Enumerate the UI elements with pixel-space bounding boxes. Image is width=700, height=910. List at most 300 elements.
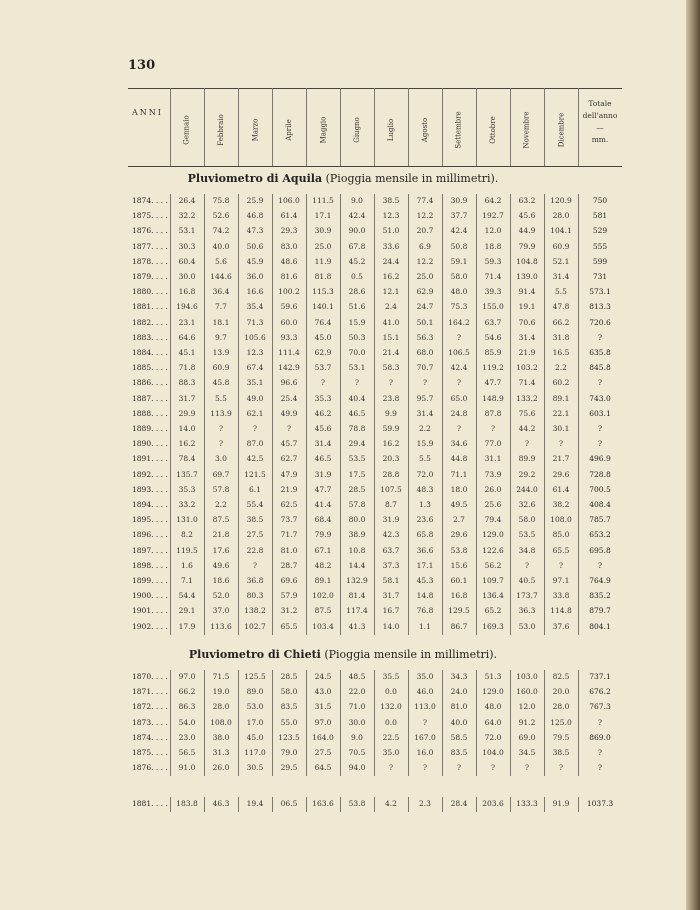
month-value-cell: 129.5 (448, 606, 470, 616)
table-row (0, 300, 686, 314)
month-value-cell: 1.6 (181, 560, 193, 570)
month-value-cell: 21.8 (212, 530, 230, 540)
month-value-cell: 27.5 (314, 748, 332, 757)
month-value-cell: 48.6 (280, 256, 298, 266)
month-value-cell: 28.6 (348, 287, 366, 297)
month-value-cell: 114.8 (550, 606, 572, 616)
month-value-cell: 26.4 (178, 196, 196, 205)
month-value-cell: 94.0 (348, 763, 366, 773)
table-row (0, 392, 686, 406)
month-value-cell: 67.8 (348, 241, 366, 251)
month-value-cell: 22.8 (246, 545, 264, 555)
month-value-cell: 45.6 (314, 424, 332, 433)
column-divider (510, 797, 511, 812)
month-value-cell: 50.1 (416, 317, 434, 327)
section-title-station: Pluviometro di Chieti (188, 648, 321, 661)
month-value-cell: 42.4 (450, 363, 468, 373)
month-value-cell: 67.4 (246, 363, 264, 373)
month-value-cell: 133.3 (516, 799, 538, 808)
month-header-label: Marzo (251, 118, 259, 142)
month-value-cell: 15.9 (416, 439, 434, 449)
month-value-cell: 192.7 (482, 211, 504, 221)
month-value-cell: 62.7 (280, 454, 298, 464)
table-row (0, 346, 686, 360)
month-value-cell: 71.3 (246, 317, 264, 327)
month-value-cell: 48.2 (314, 560, 332, 570)
year-cell: 1880. . . . (132, 287, 168, 297)
year-cell: 1881. . . . (132, 799, 168, 808)
month-value-cell: 107.5 (380, 484, 402, 494)
total-cell: 555 (592, 241, 608, 251)
month-value-cell: 42.4 (348, 211, 366, 221)
month-value-cell: 16.2 (382, 439, 400, 449)
month-value-cell: 35.4 (246, 302, 264, 312)
month-value-cell: 2.4 (385, 302, 397, 312)
total-cell: 573.1 (589, 287, 611, 297)
month-value-cell: 2.7 (453, 515, 465, 525)
month-value-cell: 50.6 (246, 241, 264, 251)
table-row (0, 240, 686, 254)
month-value-cell: 2.2 (215, 500, 227, 509)
month-value-cell: 105.6 (244, 332, 266, 342)
month-value-cell: 83.5 (450, 748, 468, 757)
table-row (0, 559, 686, 573)
month-value-cell: 18.8 (484, 241, 502, 251)
month-value-cell: 31.4 (314, 439, 332, 449)
month-value-cell: 54.0 (178, 717, 196, 727)
month-value-cell: 59.1 (450, 256, 468, 266)
month-header-label: Gennaio (182, 115, 191, 145)
month-value-cell: 6.9 (419, 241, 431, 251)
year-cell: 1888. . . . (132, 408, 168, 418)
month-value-cell: 47.9 (280, 469, 298, 479)
month-value-cell: 62.9 (314, 348, 332, 357)
month-value-cell: 203.6 (482, 799, 504, 808)
month-value-cell: 14.0 (382, 621, 400, 631)
month-value-cell: 82.5 (552, 672, 570, 681)
month-value-cell: 30.3 (178, 241, 196, 251)
month-value-cell: 30.9 (314, 226, 332, 236)
year-cell: 1896. . . . (132, 530, 168, 540)
month-value-cell: 14.8 (416, 591, 434, 601)
total-column-header (578, 98, 622, 146)
year-cell: 1876. . . . (132, 763, 168, 773)
month-value-cell: 76.8 (416, 606, 434, 616)
month-value-cell: 113.0 (414, 702, 436, 712)
month-value-cell: 23.8 (382, 393, 400, 403)
month-value-cell: 108.0 (210, 717, 232, 727)
month-header (204, 98, 238, 162)
month-value-cell: 31.4 (518, 332, 536, 342)
month-value-cell: 12.1 (382, 287, 400, 297)
month-value-cell: 148.9 (482, 393, 504, 403)
month-value-cell: 32.2 (178, 211, 196, 221)
month-value-cell: 103.0 (516, 672, 538, 681)
month-value-cell: 63.2 (518, 196, 536, 205)
month-value-cell: 38.5 (246, 515, 264, 525)
month-value-cell: 38.2 (552, 500, 570, 509)
month-value-cell: 8.7 (385, 500, 397, 509)
month-value-cell: 73.7 (280, 515, 298, 525)
column-divider (408, 670, 409, 776)
month-value-cell: 50.3 (348, 332, 366, 342)
year-cell: 1892. . . . (132, 469, 168, 479)
month-value-cell: 53.5 (348, 454, 366, 464)
month-value-cell: 81.4 (348, 591, 366, 601)
table-row (0, 604, 686, 618)
month-header-label: Luglio (387, 118, 395, 142)
column-divider (306, 88, 307, 166)
month-value-cell: 36.6 (416, 545, 434, 555)
month-value-cell: 47.8 (552, 302, 570, 312)
month-value-cell: 51.0 (382, 226, 400, 236)
month-value-cell: 41.0 (382, 317, 400, 327)
month-value-cell: 46.3 (212, 799, 230, 808)
month-value-cell: 45.1 (178, 348, 196, 357)
page-edge-shadow (686, 0, 700, 910)
month-value-cell: 81.8 (314, 272, 332, 281)
month-value-cell: 28.7 (280, 560, 298, 570)
month-value-cell: 5.5 (215, 393, 227, 403)
month-value-cell: 46.2 (314, 408, 332, 418)
column-divider (374, 670, 375, 776)
month-value-cell: 131.0 (176, 515, 198, 525)
month-value-cell: 28.0 (552, 702, 570, 712)
table-row (0, 620, 686, 634)
month-value-cell: 42.3 (382, 530, 400, 540)
month-value-cell: 45.6 (518, 211, 536, 221)
month-value-cell: 71.0 (348, 702, 366, 712)
month-value-cell: 31.4 (416, 408, 434, 418)
table-row (0, 331, 686, 345)
month-value-cell: 76.4 (314, 317, 332, 327)
total-cell: 804.1 (589, 621, 611, 631)
month-value-cell: 8.2 (181, 530, 193, 540)
month-value-cell: 12.3 (382, 211, 400, 221)
month-value-cell: 41.4 (314, 500, 332, 509)
month-value-cell: 58.5 (450, 732, 468, 742)
month-value-cell: 29.6 (450, 530, 468, 540)
month-value-cell: 15.1 (382, 332, 400, 342)
month-value-cell: 155.0 (482, 302, 504, 312)
month-value-cell: 68.4 (314, 515, 332, 525)
month-value-cell: 117.0 (244, 748, 266, 757)
column-divider (306, 670, 307, 776)
month-value-cell: 42.5 (246, 454, 264, 464)
column-divider (442, 670, 443, 776)
month-value-cell: 20.7 (416, 226, 434, 236)
month-value-cell: 41.3 (348, 621, 366, 631)
month-value-cell: 22.0 (348, 687, 366, 697)
month-value-cell: 45.8 (212, 378, 230, 388)
month-value-cell: 38.5 (382, 196, 400, 205)
year-cell: 1887. . . . (132, 393, 168, 403)
month-value-cell: ? (320, 378, 326, 388)
month-value-cell: 69.6 (280, 576, 298, 585)
month-value-cell: 40.5 (518, 576, 536, 585)
month-value-cell: ? (456, 332, 462, 342)
total-cell: 835.2 (589, 591, 611, 601)
month-value-cell: 91.2 (518, 717, 536, 727)
table-row (0, 422, 686, 436)
year-cell: 1884. . . . (132, 348, 168, 357)
month-value-cell: 121.5 (244, 469, 266, 479)
month-value-cell: 2.3 (419, 799, 431, 808)
month-value-cell: 44.2 (518, 424, 536, 433)
table-row (0, 437, 686, 451)
month-value-cell: 36.0 (246, 272, 264, 281)
month-value-cell: 85.9 (484, 348, 502, 357)
month-value-cell: ? (456, 763, 462, 773)
month-value-cell: 83.5 (280, 702, 298, 712)
month-header (238, 98, 272, 162)
month-value-cell: 28.0 (212, 702, 230, 712)
month-value-cell: 31.4 (552, 272, 570, 281)
month-header-label: Febbraio (217, 114, 225, 146)
month-value-cell: 35.0 (382, 748, 400, 757)
month-value-cell: 144.6 (210, 272, 232, 281)
month-value-cell: 49.5 (450, 500, 468, 509)
month-value-cell: 88.3 (178, 378, 196, 388)
year-cell: 1881. . . . (132, 302, 168, 312)
column-divider (238, 670, 239, 776)
month-value-cell: 14.0 (178, 424, 196, 433)
month-value-cell: 87.0 (246, 439, 264, 449)
month-value-cell: 34.8 (518, 545, 536, 555)
month-value-cell: 78.8 (348, 424, 366, 433)
section-title-station: Pluviometro di Aquila (187, 172, 323, 185)
month-value-cell: 102.0 (312, 591, 334, 601)
month-header (476, 98, 510, 162)
month-value-cell: 100.2 (278, 287, 300, 297)
month-value-cell: 29.1 (178, 606, 196, 616)
month-value-cell: 104.0 (482, 748, 504, 757)
month-value-cell: 60.2 (552, 378, 570, 388)
month-value-cell: 21.4 (382, 348, 400, 357)
table-row (0, 224, 686, 238)
table-row (0, 285, 686, 299)
year-cell: 1875. . . . (132, 211, 168, 221)
month-value-cell: 52.0 (212, 591, 230, 601)
month-value-cell: 46.0 (416, 687, 434, 697)
month-header (544, 98, 578, 162)
month-value-cell: 164.2 (448, 317, 470, 327)
year-cell: 1873. . . . (132, 717, 168, 727)
year-cell: 1889. . . . (132, 424, 168, 433)
month-value-cell: 36.3 (518, 606, 536, 616)
month-value-cell: ? (524, 439, 530, 449)
total-cell: 653.2 (589, 530, 611, 540)
column-divider (578, 194, 579, 635)
month-value-cell: 70.0 (348, 348, 366, 357)
table-row (0, 528, 686, 542)
month-header-label: Novembre (523, 111, 532, 149)
month-value-cell: 74.2 (212, 226, 230, 236)
month-header (272, 98, 306, 162)
month-value-cell: 43.0 (314, 687, 332, 697)
total-label: Totale (588, 99, 612, 108)
month-value-cell: 60.1 (450, 576, 468, 585)
column-divider (340, 194, 341, 635)
year-cell: 1902. . . . (132, 621, 168, 631)
month-value-cell: 60.9 (552, 241, 570, 251)
month-value-cell: 16.5 (552, 348, 570, 357)
total-cell: ? (597, 439, 603, 449)
column-divider (340, 670, 341, 776)
month-value-cell: 1.1 (419, 621, 431, 631)
month-value-cell: 12.0 (484, 226, 502, 236)
total-cell: 496.9 (589, 454, 611, 464)
month-value-cell: 70.7 (416, 363, 434, 373)
month-value-cell: 72.0 (484, 732, 502, 742)
month-value-cell: 28.0 (552, 211, 570, 221)
month-value-cell: 7.7 (215, 302, 227, 312)
month-value-cell: 38.5 (552, 748, 570, 757)
month-value-cell: 3.0 (215, 454, 227, 464)
month-value-cell: ? (218, 439, 224, 449)
total-cell: ? (597, 763, 603, 773)
month-value-cell: 34.3 (450, 672, 468, 681)
year-cell: 1898. . . . (132, 560, 168, 570)
month-value-cell: 45.0 (314, 332, 332, 342)
month-value-cell: 37.0 (212, 606, 230, 616)
table-row (0, 716, 686, 730)
month-value-cell: 29.3 (280, 226, 298, 236)
month-value-cell: 167.0 (414, 732, 436, 742)
month-value-cell: 71.4 (518, 378, 536, 388)
month-value-cell: ? (252, 560, 258, 570)
month-value-cell: 104.8 (516, 256, 538, 266)
month-value-cell: 77.0 (484, 439, 502, 449)
year-cell: 1871. . . . (132, 687, 168, 697)
month-header (408, 98, 442, 162)
month-value-cell: 60.0 (280, 317, 298, 327)
month-value-cell: 69.0 (518, 732, 536, 742)
total-cell: ? (597, 560, 603, 570)
month-value-cell: 89.9 (518, 454, 536, 464)
month-value-cell: 31.9 (314, 469, 332, 479)
header-bottom-rule (128, 166, 622, 167)
month-value-cell: 70.6 (518, 317, 536, 327)
table-row (0, 209, 686, 223)
month-value-cell: 79.9 (518, 241, 536, 251)
month-value-cell: 173.7 (516, 591, 538, 601)
total-cell: ? (597, 717, 603, 727)
month-value-cell: 119.2 (482, 363, 504, 373)
month-value-cell: 16.8 (450, 591, 468, 601)
month-value-cell: 48.0 (450, 287, 468, 297)
month-value-cell: 75.3 (450, 302, 468, 312)
month-value-cell: 2.2 (419, 424, 431, 433)
column-divider (476, 194, 477, 635)
total-unit: mm. (591, 135, 609, 144)
month-value-cell: 111.5 (312, 196, 334, 205)
month-value-cell: 19.1 (518, 302, 536, 312)
month-value-cell: 125.0 (550, 717, 572, 727)
month-value-cell: 65.2 (484, 606, 502, 616)
month-value-cell: 25.9 (246, 196, 264, 205)
month-value-cell: 39.3 (484, 287, 502, 297)
month-value-cell: 49.9 (280, 408, 298, 418)
month-value-cell: 31.3 (212, 748, 230, 757)
month-value-cell: ? (422, 717, 428, 727)
total-cell: 529 (592, 226, 608, 236)
month-value-cell: 44.8 (450, 454, 468, 464)
month-value-cell: 46.5 (348, 408, 366, 418)
column-divider (408, 797, 409, 812)
month-value-cell: 18.0 (450, 484, 468, 494)
month-header (510, 98, 544, 162)
section-title (0, 648, 686, 661)
month-value-cell: 103.4 (312, 621, 334, 631)
month-value-cell: 57.8 (348, 500, 366, 509)
month-value-cell: 19.0 (212, 687, 230, 697)
column-divider (442, 797, 443, 812)
month-header-label: Settembre (455, 111, 464, 149)
month-value-cell: 29.2 (518, 469, 536, 479)
month-value-cell: 117.4 (346, 606, 368, 616)
month-value-cell: 29.4 (348, 439, 366, 449)
month-value-cell: 9.7 (215, 332, 227, 342)
month-value-cell: 16.2 (382, 272, 400, 281)
month-header-label: Aprile (284, 119, 293, 141)
month-value-cell: 136.4 (482, 591, 504, 601)
total-cell: 785.7 (589, 515, 611, 525)
total-cell: 720.6 (589, 317, 611, 327)
month-header (374, 98, 408, 162)
month-value-cell: 64.5 (314, 763, 332, 773)
month-value-cell: 06.5 (280, 799, 298, 808)
month-value-cell: 75.6 (518, 408, 536, 418)
month-value-cell: 140.1 (312, 302, 334, 312)
table-row (0, 574, 686, 588)
month-value-cell: 9.9 (385, 408, 397, 418)
year-cell: 1882. . . . (132, 317, 168, 327)
month-value-cell: 67.1 (314, 545, 332, 555)
month-value-cell: 35.5 (382, 672, 400, 681)
month-header (340, 98, 374, 162)
month-value-cell: ? (558, 763, 564, 773)
column-divider (272, 797, 273, 812)
month-value-cell: 45.3 (416, 576, 434, 585)
month-value-cell: 29.9 (178, 408, 196, 418)
column-divider (340, 797, 341, 812)
month-value-cell: 30.5 (246, 763, 264, 773)
year-cell: 1879. . . . (132, 272, 168, 281)
month-header-label: Agosto (421, 117, 429, 143)
month-value-cell: 47.3 (246, 226, 264, 236)
month-value-cell: 66.2 (552, 317, 570, 327)
month-value-cell: 62.1 (246, 408, 264, 418)
month-value-cell: 15.6 (450, 560, 468, 570)
month-value-cell: 53.8 (450, 545, 468, 555)
column-divider (306, 194, 307, 635)
month-value-cell: 71.1 (450, 469, 468, 479)
total-cell: 737.1 (589, 672, 611, 681)
month-value-cell: 26.0 (484, 484, 502, 494)
month-value-cell: 21.9 (280, 484, 298, 494)
column-divider (578, 670, 579, 776)
month-value-cell: 81.0 (280, 545, 298, 555)
column-divider (340, 88, 341, 166)
total-cell: 676.2 (589, 687, 611, 697)
month-value-cell: 5.5 (419, 454, 431, 464)
month-value-cell: 18.1 (212, 317, 230, 327)
month-value-cell: 132.9 (346, 576, 368, 585)
month-value-cell: 85.0 (552, 530, 570, 540)
month-value-cell: 60.4 (178, 256, 196, 266)
total-cell: 750 (592, 196, 608, 205)
